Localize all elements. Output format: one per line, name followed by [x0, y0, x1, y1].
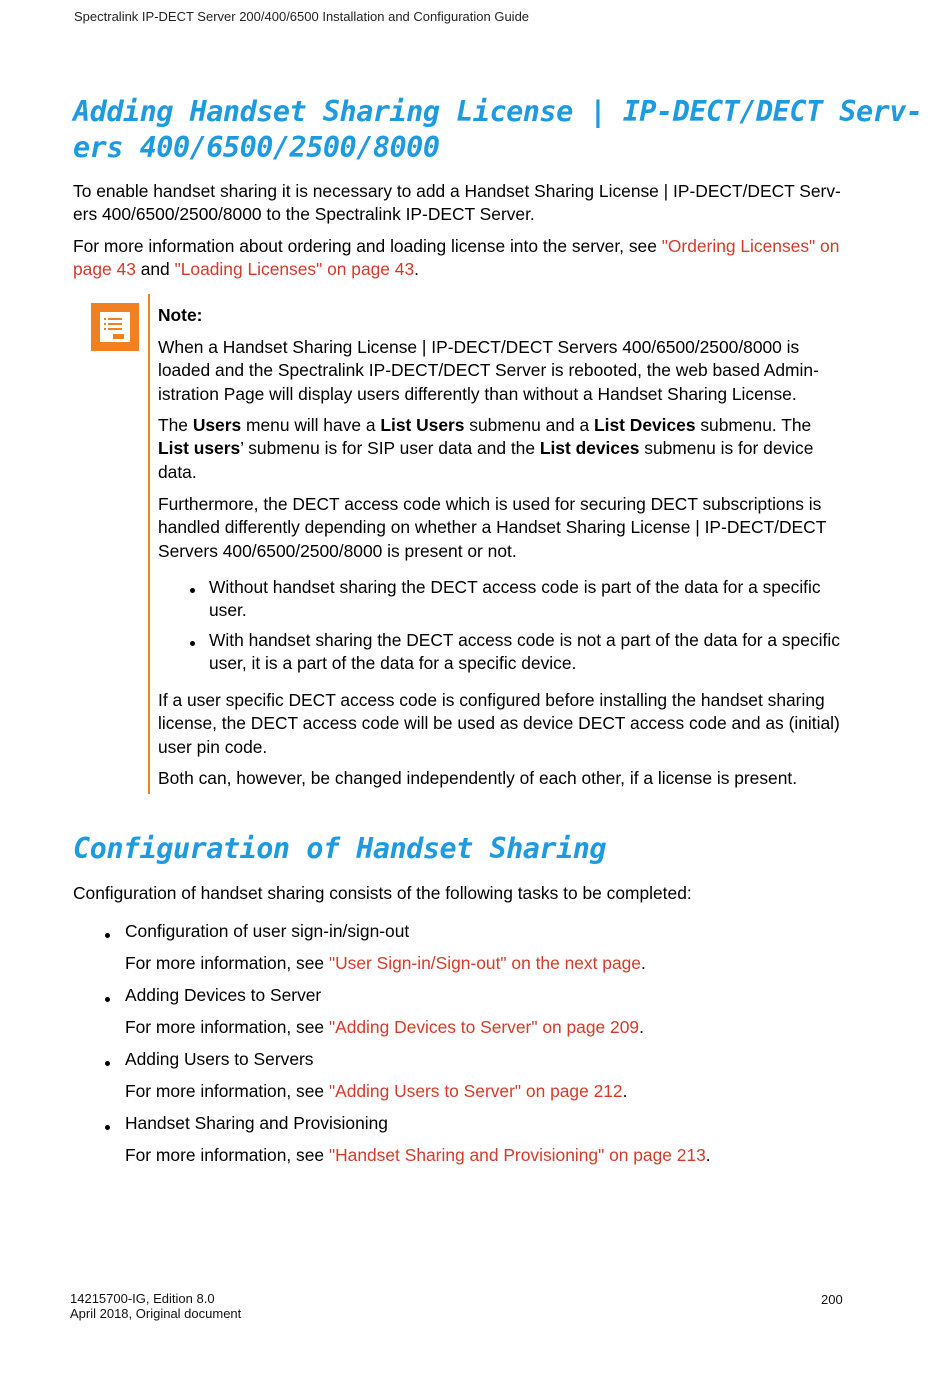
text-line: To enable handset sharing it is necessary to add a Handset Sharing License | IP-DECT/DECT Serv-: [73, 181, 841, 201]
note-paragraph: [158, 414, 813, 484]
note-accent-bar: [148, 294, 150, 794]
running-header: Spectralink IP-DECT Server 200/400/6500 Installation and Configuration Guide: [74, 9, 530, 24]
text-run: .: [414, 259, 419, 280]
heading-line: ers 400/6500/2500/8000: [73, 131, 440, 164]
text-run: submenu. The: [695, 415, 812, 435]
text-line: Servers 400/6500/2500/8000 is present or not.: [158, 540, 517, 561]
text-run: data.: [158, 461, 197, 482]
text-line: user, it is a part of the data for a specific device.: [209, 653, 577, 674]
text-run: .: [639, 1017, 644, 1037]
task-item-more-info: [125, 1080, 627, 1103]
note-icon: [91, 303, 139, 351]
task-item-more-info: [125, 1016, 644, 1039]
note-paragraph: [158, 689, 840, 759]
link-text: "Ordering Licenses" on: [661, 236, 840, 256]
footer-doc-info: [70, 1291, 241, 1321]
text-run: ’ submenu is for SIP user data and the: [240, 438, 540, 459]
text-line: istration Page will display users differently than without a Handset Sharing License.: [158, 383, 797, 404]
text-line: user pin code.: [158, 736, 268, 757]
text-line: ers 400/6500/2500/8000 to the Spectralink IP-DECT Server.: [73, 204, 535, 225]
text-run: For more information, see: [125, 1017, 329, 1037]
task-item-more-info: [125, 1144, 711, 1167]
link-user-sign-in[interactable]: "User Sign-in/Sign-out" on the next page: [328, 953, 641, 973]
text-run: For more information, see: [125, 1145, 329, 1165]
menu-name: List Devices: [594, 415, 696, 435]
text-run: submenu and a: [464, 415, 595, 435]
section-heading-configuration: Configuration of Handset Sharing: [73, 832, 607, 865]
menu-name: List devices: [539, 438, 640, 459]
text-run: and: [135, 259, 175, 280]
note-paragraph: Both can, however, be changed independently of each other, if a license is present.: [158, 768, 798, 788]
task-item-label: Adding Devices to Server: [125, 985, 322, 1005]
bullet-icon: [190, 588, 195, 593]
text-run: .: [640, 953, 646, 973]
bullet-icon: [105, 1125, 110, 1130]
text-line: If a user specific DECT access code is configured before installing the handset sharing: [158, 690, 825, 710]
text-run: For more information about ordering and loading license into the server, see: [73, 236, 662, 256]
text-run: .: [622, 1081, 628, 1101]
paragraph-more-info: [73, 235, 839, 282]
text-run: The: [158, 415, 193, 435]
note-paragraph: [158, 493, 826, 563]
text-line: loaded and the Spectralink IP-DECT/DECT Server is rebooted, the web based Admin-: [158, 360, 819, 381]
bullet-icon: [190, 641, 195, 646]
text-line: license, the DECT access code will be used as device DECT access code and as (initial): [158, 713, 840, 734]
text-line: With handset sharing the DECT access code is not a part of the data for a specific: [209, 630, 840, 650]
text-run: For more information, see: [125, 953, 329, 973]
task-item-label: Configuration of user sign-in/sign-out: [125, 921, 410, 941]
footer-date: April 2018, Original document: [70, 1306, 242, 1321]
page-number: 200: [821, 1292, 843, 1307]
task-item-label: Adding Users to Servers: [125, 1049, 314, 1069]
section-heading-license: [73, 94, 923, 166]
link-loading-licenses[interactable]: "Loading Licenses" on page 43: [174, 259, 415, 280]
task-item-label: Handset Sharing and Provisioning: [125, 1113, 388, 1133]
menu-name: List users: [158, 438, 241, 459]
text-run: submenu is for device: [639, 438, 814, 459]
text-line: Furthermore, the DECT access code which is used for securing DECT subscriptions is: [158, 494, 822, 514]
text-line: handled differently depending on whether a Handset Sharing License | IP-DECT/DECT: [158, 517, 827, 538]
text-line: Without handset sharing the DECT access code is part of the data for a specific: [209, 577, 821, 597]
link-handset-sharing-provisioning[interactable]: "Handset Sharing and Provisioning" on page 213: [328, 1145, 706, 1165]
note-bullet-item: [209, 629, 840, 676]
note-paragraph: [158, 336, 819, 406]
text-line: user.: [209, 600, 247, 621]
link-text: page 43: [73, 259, 136, 280]
menu-name: List Users: [380, 415, 465, 435]
text-run: menu will have a: [241, 415, 381, 435]
paragraph-intro: [73, 180, 841, 227]
link-adding-devices[interactable]: "Adding Devices to Server" on page 209: [328, 1017, 640, 1037]
note-bullet-item: [209, 576, 821, 623]
text-line: When a Handset Sharing License | IP-DECT/DECT Servers 400/6500/2500/8000 is: [158, 337, 800, 357]
text-run: For more information, see: [125, 1081, 329, 1101]
bullet-icon: [105, 933, 110, 938]
footer-doc-id: 14215700-IG, Edition 8.0: [70, 1291, 215, 1306]
task-item-more-info: [125, 952, 646, 975]
text-run: .: [705, 1145, 711, 1165]
bullet-icon: [105, 1061, 110, 1066]
menu-name: Users: [192, 415, 242, 435]
paragraph-config-intro: Configuration of handset sharing consists of the following tasks to be completed:: [73, 883, 692, 903]
link-adding-users[interactable]: "Adding Users to Server" on page 212: [328, 1081, 623, 1101]
note-title: Note:: [158, 305, 203, 325]
heading-line: Adding Handset Sharing License | IP-DECT/DECT Serv-: [73, 95, 923, 128]
bullet-icon: [105, 997, 110, 1002]
